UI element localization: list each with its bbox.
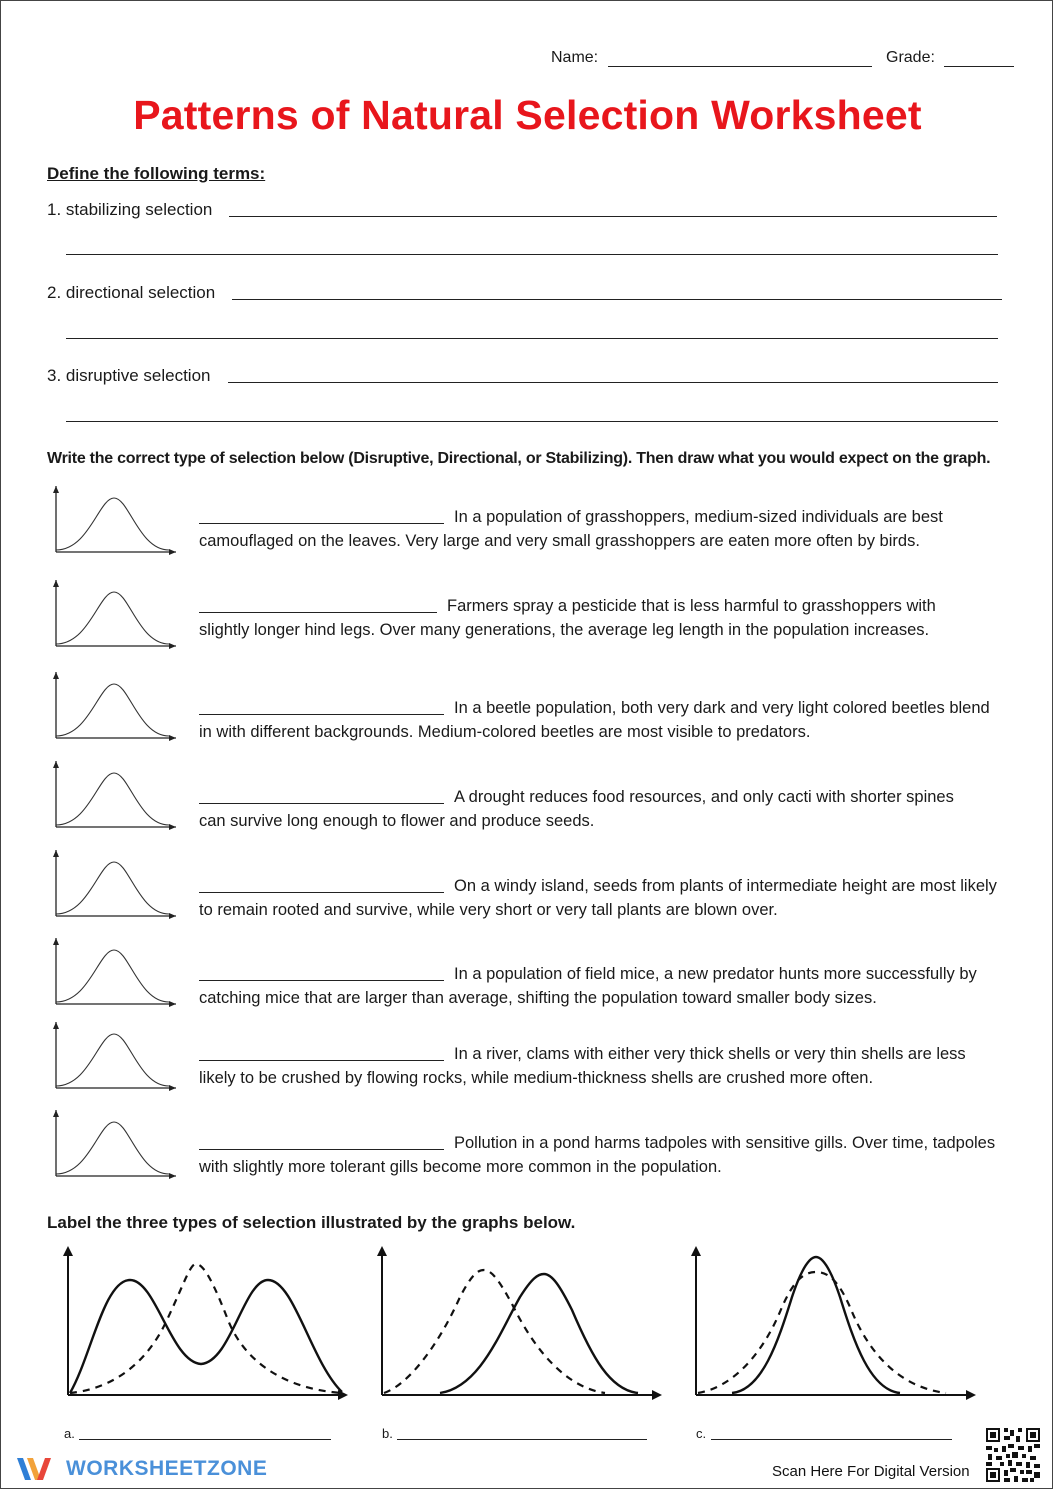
small-graph-5[interactable] xyxy=(44,844,184,924)
scenario-answer-blank-7[interactable] xyxy=(199,1044,444,1061)
scenario-item-2 xyxy=(199,594,969,642)
define-heading: Define the following terms: xyxy=(47,164,266,183)
scenario-item-8 xyxy=(199,1131,999,1179)
scenario-text-5: On a windy island, seeds from plants of intermediate height are most likely to remain rooted and survive, while very short or very tall plants are blown over. xyxy=(199,877,997,919)
name-field-line[interactable] xyxy=(608,66,872,67)
answer-line-3b[interactable] xyxy=(66,421,998,422)
grade-field-line[interactable] xyxy=(944,66,1014,67)
scenario-text-7: In a river, clams with either very thick shells or very thin shells are less likely to be crushed by flowing rocks, while medium-thickness shells are crushed more often. xyxy=(199,1045,966,1087)
scenario-text-8: Pollution in a pond harms tadpoles with sensitive gills. Over time, tadpoles with slightly more tolerant gills become more common in the population. xyxy=(199,1134,996,1176)
scenario-answer-blank-3[interactable] xyxy=(199,698,444,715)
worksheetzone-logo-icon xyxy=(15,1452,59,1484)
label-line-b[interactable] xyxy=(397,1439,647,1440)
term-disruptive: 3. disruptive selection xyxy=(47,366,211,385)
scenario-heading: Write the correct type of selection below (Disruptive, Directional, or Stabilizing). Then draw what you would expect on the graph. xyxy=(47,450,991,467)
small-graph-1[interactable] xyxy=(44,480,184,560)
answer-line-2a[interactable] xyxy=(232,299,1002,300)
scenario-answer-blank-8[interactable] xyxy=(199,1133,444,1150)
qr-code-icon[interactable] xyxy=(984,1426,1042,1484)
graph-b-directional xyxy=(370,1242,666,1407)
label-a: a. xyxy=(64,1426,75,1441)
answer-line-2b[interactable] xyxy=(66,338,998,339)
scenario-answer-blank-1[interactable] xyxy=(199,507,444,524)
term-stabilizing: 1. stabilizing selection xyxy=(47,200,213,219)
label-heading: Label the three types of selection illustrated by the graphs below. xyxy=(47,1213,576,1232)
graph-c-stabilizing xyxy=(684,1242,980,1407)
scenario-text-3: In a beetle population, both very dark and very light colored beetles blend in with different backgrounds. Medium-colored beetles are most visible to predators. xyxy=(199,699,990,741)
small-graph-7[interactable] xyxy=(44,1016,184,1096)
brand-name: WORKSHEETZONE xyxy=(66,1457,268,1480)
small-graph-2[interactable] xyxy=(44,574,184,654)
scenario-answer-blank-4[interactable] xyxy=(199,787,444,804)
answer-line-3a[interactable] xyxy=(228,382,998,383)
label-line-a[interactable] xyxy=(79,1439,331,1440)
scenario-answer-blank-6[interactable] xyxy=(199,964,444,981)
scenario-text-6: In a population of field mice, a new predator hunts more successfully by catching mice that are larger than average, shifting the population toward smaller body sizes. xyxy=(199,965,977,1007)
label-line-c[interactable] xyxy=(711,1439,952,1440)
scenario-text-2: Farmers spray a pesticide that is less harmful to grasshoppers with slightly longer hind legs. Over many generations, the average leg length in the population increases. xyxy=(199,597,936,639)
page-title: Patterns of Natural Selection Worksheet xyxy=(133,92,922,138)
scenario-answer-blank-2[interactable] xyxy=(199,596,437,613)
scenario-text-4: A drought reduces food resources, and only cacti with shorter spines can survive long enough to flower and produce seeds. xyxy=(199,788,954,830)
label-c: c. xyxy=(696,1426,707,1441)
scenario-item-1 xyxy=(199,505,999,553)
scenario-item-3 xyxy=(199,696,999,744)
scenario-answer-blank-5[interactable] xyxy=(199,876,444,893)
scenario-item-5 xyxy=(199,874,999,922)
scenario-item-4 xyxy=(199,785,984,833)
small-graph-4[interactable] xyxy=(44,755,184,835)
scenario-item-6 xyxy=(199,962,999,1010)
grade-label: Grade: xyxy=(886,49,935,66)
label-b: b. xyxy=(382,1426,393,1441)
name-label: Name: xyxy=(551,49,599,66)
answer-line-1b[interactable] xyxy=(66,254,998,255)
small-graph-6[interactable] xyxy=(44,932,184,1012)
answer-line-1a[interactable] xyxy=(229,216,997,217)
term-directional: 2. directional selection xyxy=(47,283,216,302)
small-graph-3[interactable] xyxy=(44,666,184,746)
scenario-item-7 xyxy=(199,1042,999,1090)
scan-text: Scan Here For Digital Version xyxy=(772,1463,970,1480)
scenario-text-1: In a population of grasshoppers, medium-sized individuals are best camouflaged on the leaves. Very large and very small grasshoppers are eaten more often by birds. xyxy=(199,508,943,550)
graph-a-disruptive xyxy=(56,1242,352,1407)
small-graph-8[interactable] xyxy=(44,1104,184,1184)
